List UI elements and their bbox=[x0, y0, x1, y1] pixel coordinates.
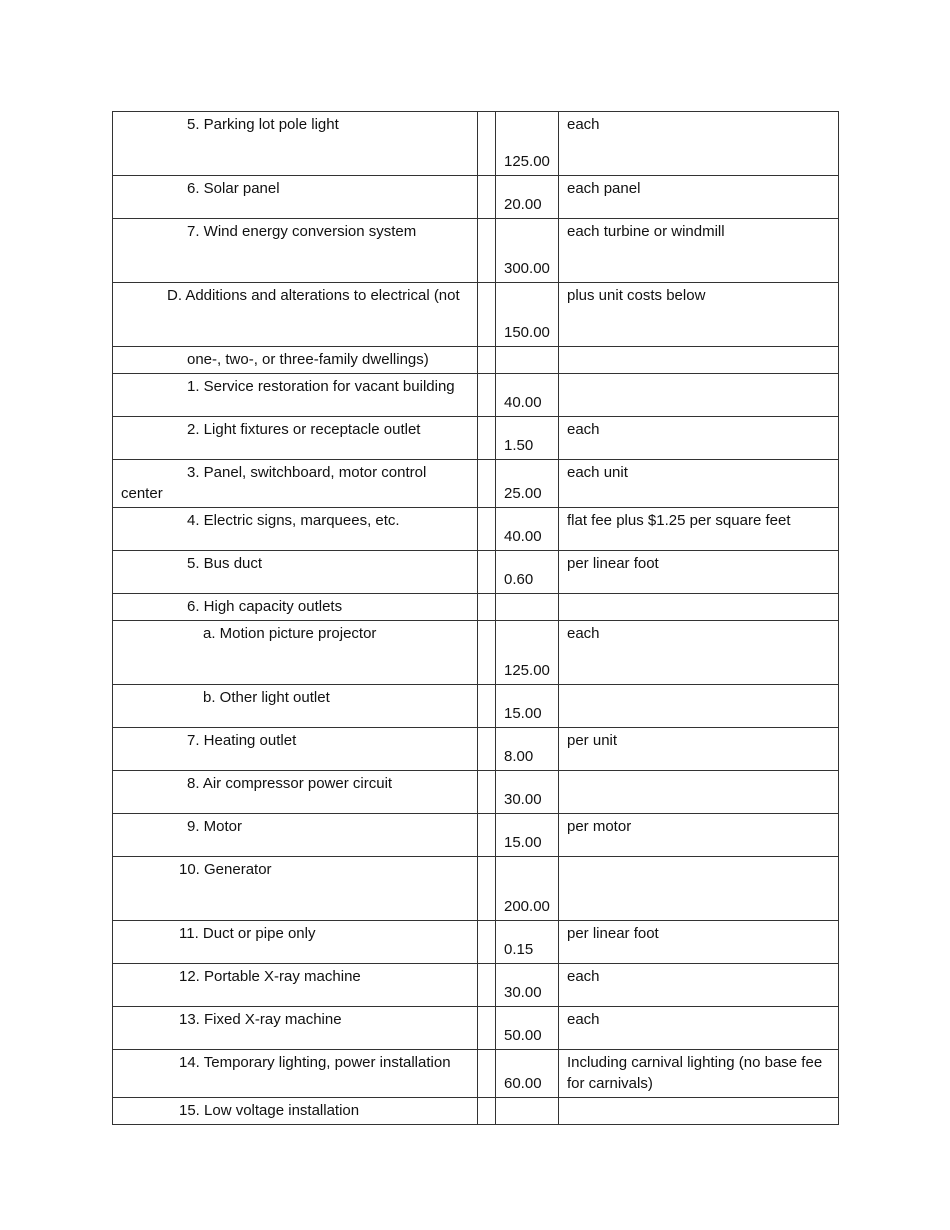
fee-amount: 40.00 bbox=[496, 374, 559, 417]
section-heading-continued: one-, two-, or three-family dwellings) bbox=[113, 347, 478, 374]
table-row bbox=[113, 621, 839, 685]
table-row bbox=[113, 964, 839, 1007]
item-description: 9. Motor bbox=[113, 814, 478, 857]
table-row bbox=[113, 176, 839, 219]
item-description: 1. Service restoration for vacant building bbox=[113, 374, 478, 417]
fee-amount bbox=[496, 594, 559, 621]
fee-table bbox=[112, 111, 839, 1125]
fee-unit-note: each bbox=[559, 1007, 839, 1050]
spacer-cell bbox=[478, 728, 496, 771]
spacer-cell bbox=[478, 685, 496, 728]
spacer-cell bbox=[478, 857, 496, 921]
spacer-cell bbox=[478, 921, 496, 964]
item-description: 3. Panel, switchboard, motor control center bbox=[113, 460, 478, 508]
spacer-cell bbox=[478, 1098, 496, 1125]
fee-amount: 125.00 bbox=[496, 621, 559, 685]
table-row bbox=[113, 921, 839, 964]
fee-amount bbox=[496, 1098, 559, 1125]
fee-unit-note bbox=[559, 347, 839, 374]
fee-amount: 40.00 bbox=[496, 508, 559, 551]
table-row bbox=[113, 112, 839, 176]
fee-unit-note: Including carnival lighting (no base fee for carnivals) bbox=[559, 1050, 839, 1098]
fee-amount: 1.50 bbox=[496, 417, 559, 460]
spacer-cell bbox=[478, 621, 496, 685]
spacer-cell bbox=[478, 283, 496, 347]
fee-unit-note: each unit bbox=[559, 460, 839, 508]
item-description: 11. Duct or pipe only bbox=[113, 921, 478, 964]
spacer-cell bbox=[478, 219, 496, 283]
fee-amount: 0.60 bbox=[496, 551, 559, 594]
table-row bbox=[113, 460, 839, 508]
fee-amount bbox=[496, 347, 559, 374]
spacer-cell bbox=[478, 771, 496, 814]
item-description: 6. High capacity outlets bbox=[113, 594, 478, 621]
fee-unit-note bbox=[559, 857, 839, 921]
fee-unit-note bbox=[559, 594, 839, 621]
fee-unit-note bbox=[559, 374, 839, 417]
item-description: 15. Low voltage installation bbox=[113, 1098, 478, 1125]
spacer-cell bbox=[478, 374, 496, 417]
fee-unit-note: per linear foot bbox=[559, 551, 839, 594]
item-description: 5. Bus duct bbox=[113, 551, 478, 594]
table-row bbox=[113, 685, 839, 728]
spacer-cell bbox=[478, 460, 496, 508]
table-row bbox=[113, 219, 839, 283]
item-description: 8. Air compressor power circuit bbox=[113, 771, 478, 814]
fee-unit-note: plus unit costs below bbox=[559, 283, 839, 347]
fee-amount: 50.00 bbox=[496, 1007, 559, 1050]
table-row bbox=[113, 283, 839, 347]
fee-unit-note: each bbox=[559, 964, 839, 1007]
item-description: a. Motion picture projector bbox=[113, 621, 478, 685]
fee-unit-note: per unit bbox=[559, 728, 839, 771]
fee-amount: 8.00 bbox=[496, 728, 559, 771]
item-description: 12. Portable X-ray machine bbox=[113, 964, 478, 1007]
table-row bbox=[113, 814, 839, 857]
spacer-cell bbox=[478, 814, 496, 857]
table-row bbox=[113, 417, 839, 460]
fee-unit-note: each bbox=[559, 621, 839, 685]
section-heading: D. Additions and alterations to electrical (not bbox=[113, 283, 478, 347]
item-description: 2. Light fixtures or receptacle outlet bbox=[113, 417, 478, 460]
table-row bbox=[113, 728, 839, 771]
fee-unit-note bbox=[559, 771, 839, 814]
table-row bbox=[113, 594, 839, 621]
fee-amount: 30.00 bbox=[496, 964, 559, 1007]
fee-amount: 150.00 bbox=[496, 283, 559, 347]
fee-amount: 15.00 bbox=[496, 814, 559, 857]
table-row bbox=[113, 508, 839, 551]
table-row bbox=[113, 374, 839, 417]
item-description: 10. Generator bbox=[113, 857, 478, 921]
fee-unit-note: per motor bbox=[559, 814, 839, 857]
spacer-cell bbox=[478, 508, 496, 551]
spacer-cell bbox=[478, 1050, 496, 1098]
table-row bbox=[113, 771, 839, 814]
fee-unit-note: each bbox=[559, 112, 839, 176]
item-description: 14. Temporary lighting, power installation bbox=[113, 1050, 478, 1098]
fee-amount: 0.15 bbox=[496, 921, 559, 964]
item-description: 5. Parking lot pole light bbox=[113, 112, 478, 176]
fee-unit-note bbox=[559, 1098, 839, 1125]
fee-unit-note: each bbox=[559, 417, 839, 460]
fee-amount: 20.00 bbox=[496, 176, 559, 219]
spacer-cell bbox=[478, 1007, 496, 1050]
fee-unit-note: flat fee plus $1.25 per square feet bbox=[559, 508, 839, 551]
item-description: 7. Heating outlet bbox=[113, 728, 478, 771]
fee-amount: 30.00 bbox=[496, 771, 559, 814]
item-description: 13. Fixed X-ray machine bbox=[113, 1007, 478, 1050]
table-row bbox=[113, 347, 839, 374]
item-description: 7. Wind energy conversion system bbox=[113, 219, 478, 283]
fee-amount: 25.00 bbox=[496, 460, 559, 508]
fee-unit-note: each panel bbox=[559, 176, 839, 219]
spacer-cell bbox=[478, 551, 496, 594]
spacer-cell bbox=[478, 112, 496, 176]
fee-unit-note: per linear foot bbox=[559, 921, 839, 964]
table-row bbox=[113, 1098, 839, 1125]
table-row bbox=[113, 857, 839, 921]
spacer-cell bbox=[478, 964, 496, 1007]
spacer-cell bbox=[478, 347, 496, 374]
fee-unit-note: each turbine or windmill bbox=[559, 219, 839, 283]
spacer-cell bbox=[478, 176, 496, 219]
fee-amount: 60.00 bbox=[496, 1050, 559, 1098]
fee-amount: 300.00 bbox=[496, 219, 559, 283]
fee-schedule-page bbox=[112, 111, 838, 1125]
fee-unit-note bbox=[559, 685, 839, 728]
spacer-cell bbox=[478, 594, 496, 621]
fee-amount: 125.00 bbox=[496, 112, 559, 176]
fee-amount: 15.00 bbox=[496, 685, 559, 728]
spacer-cell bbox=[478, 417, 496, 460]
table-row bbox=[113, 1007, 839, 1050]
item-description: b. Other light outlet bbox=[113, 685, 478, 728]
item-description: 4. Electric signs, marquees, etc. bbox=[113, 508, 478, 551]
fee-amount: 200.00 bbox=[496, 857, 559, 921]
table-row bbox=[113, 551, 839, 594]
table-row bbox=[113, 1050, 839, 1098]
item-description: 6. Solar panel bbox=[113, 176, 478, 219]
